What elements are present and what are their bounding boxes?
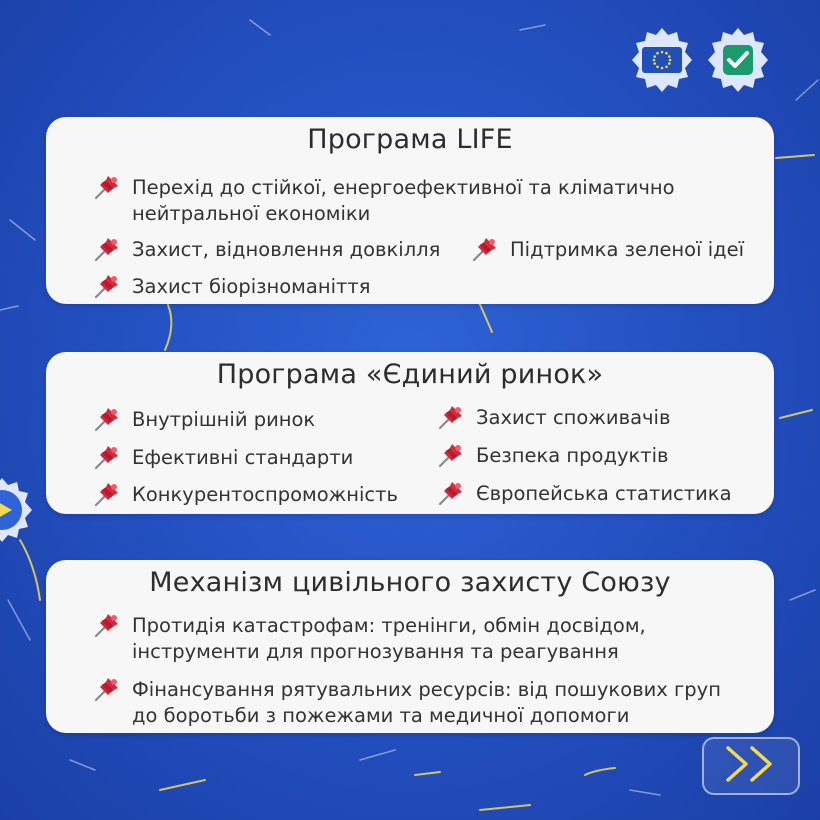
item-text: Захист споживачів [476,406,671,429]
single-market-card [46,352,774,514]
card-title: Механізм цивільного захисту Союзу [149,567,671,598]
card-title: Програма LIFE [307,124,513,155]
side-badge [0,476,36,544]
item-text: Конкурентоспроможність [132,483,398,506]
list-item [92,613,762,665]
next-button[interactable] [702,737,800,795]
pushpin-icon [92,235,122,263]
list-item [436,481,732,507]
list-item [436,443,669,469]
pushpin-icon [92,405,122,433]
checkmark-icon [704,26,772,94]
list-item [470,237,744,263]
pushpin-icon [436,441,466,469]
item-text: Захист біорізноманіття [132,275,371,298]
list-item [436,405,670,431]
double-chevron-right-icon [718,744,784,788]
list-item [92,445,353,471]
pushpin-icon [470,235,500,263]
list-item [92,175,752,227]
item-text: Фінансування рятувальних ресурсів: від пошукових груп [132,678,721,701]
pushpin-icon [436,479,466,507]
list-item [92,482,398,508]
list-item [92,677,762,729]
check-badge [704,26,772,94]
item-text: інструменти для прогнозування та реагування [132,640,619,663]
eu-flag-icon [628,26,696,94]
item-text: Перехід до стійкої, енергоефективної та кліматично [132,176,675,199]
eu-flag-badge [628,26,696,94]
pushpin-icon [92,173,122,201]
item-text: Захист, відновлення довкілля [132,238,441,261]
pushpin-icon [92,443,122,471]
card-title: Програма «Єдиний ринок» [216,359,604,390]
pushpin-icon [92,675,122,703]
list-item [92,407,315,433]
item-text: Внутрішній ринок [132,408,316,431]
item-text: нейтральної економіки [132,202,371,225]
pushpin-icon [92,272,122,300]
play-icon [0,476,36,544]
pushpin-icon [92,611,122,639]
item-text: Протидія катастрофам: тренінги, обмін досвідом, [132,614,646,637]
item-text: Ефективні стандарти [132,446,354,469]
item-text: Європейська статистика [476,482,732,505]
item-text: Безпека продуктів [476,444,669,467]
life-program-card [46,117,774,304]
list-item [92,274,370,300]
pushpin-icon [92,480,122,508]
list-item [92,237,440,263]
item-text: до боротьби з пожежами та медичної допомоги [132,704,630,727]
civil-protection-card [46,560,774,733]
pushpin-icon [436,403,466,431]
item-text: Підтримка зеленої ідеї [510,238,745,261]
